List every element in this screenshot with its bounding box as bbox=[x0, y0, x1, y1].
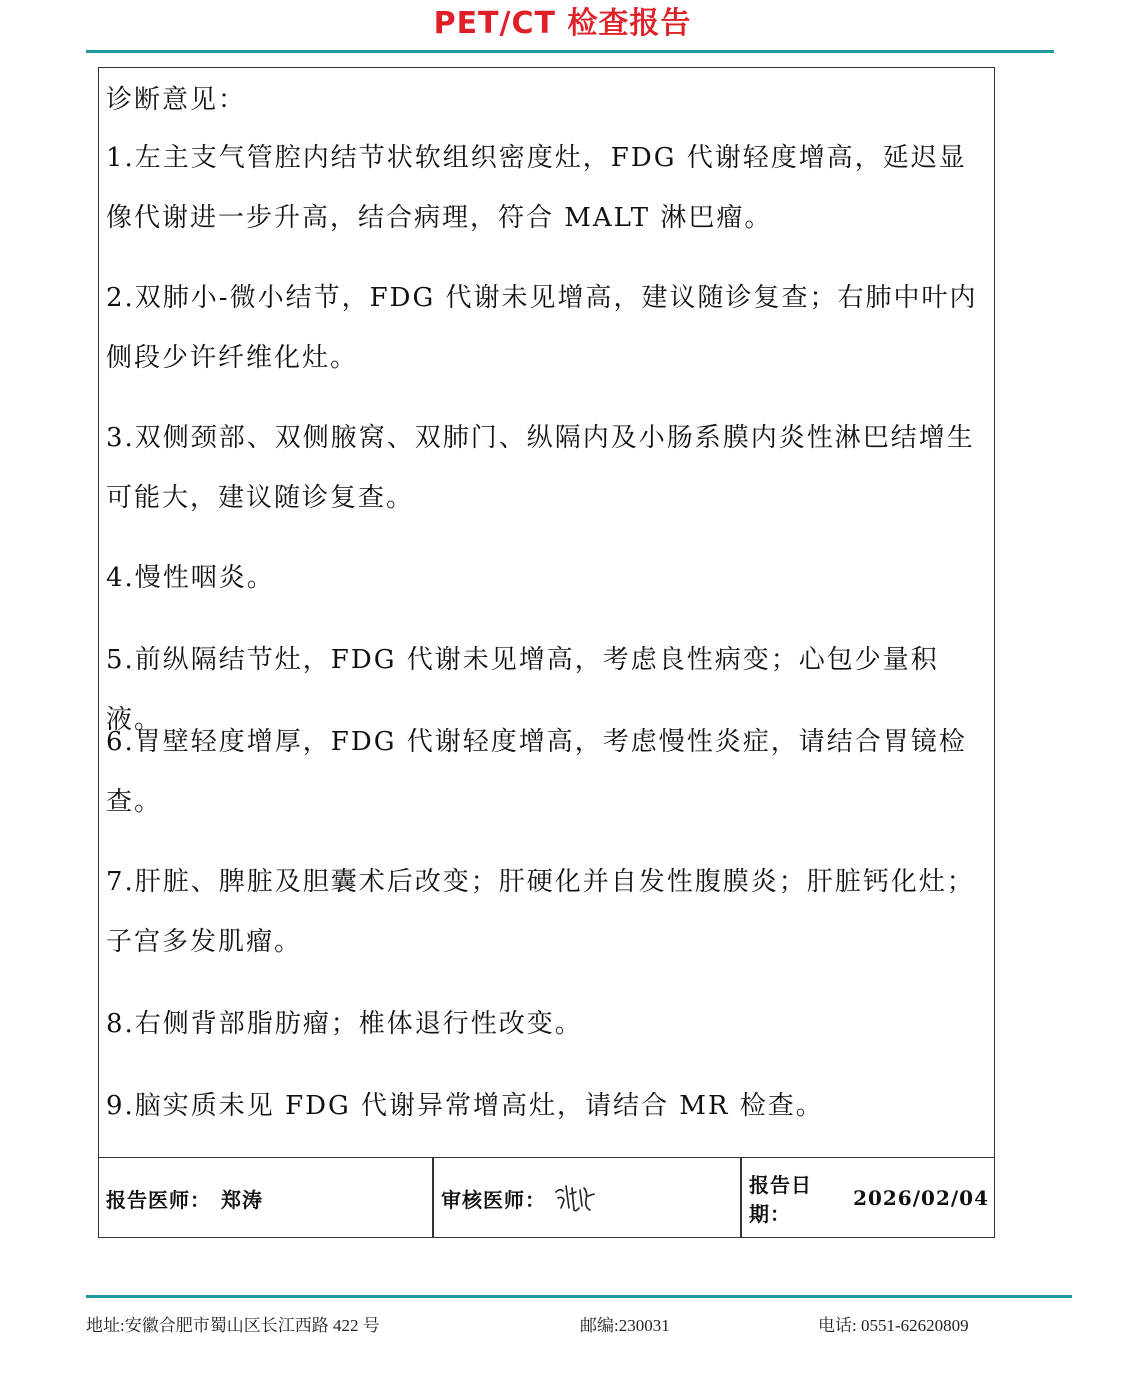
finding-item-9: 9.脑实质未见 FDG 代谢异常增高灶，请结合 MR 检查。 bbox=[106, 1091, 824, 1121]
title-divider bbox=[86, 50, 1054, 53]
finding-item-6: 6.胃壁轻度增厚，FDG 代谢轻度增高，考虑慢性炎症，请结合胃镜检查。 bbox=[106, 727, 967, 817]
finding-item-3: 3.双侧颈部、双侧腋窝、双肺门、纵隔内及小肠系膜内炎性淋巴结增生可能大，建议随诊复查。 bbox=[106, 423, 975, 513]
report-date-label: 报告日期： bbox=[749, 1173, 812, 1226]
diagnosis-heading: 诊断意见： bbox=[106, 85, 247, 115]
footer-phone: 电话: 0551-62620809 bbox=[818, 1316, 969, 1335]
footer-postcode: 邮编:230031 bbox=[580, 1316, 670, 1335]
finding-item-7: 7.肝脏、脾脏及胆囊术后改变；肝硬化并自发性腹膜炎；肝脏钙化灶；子宫多发肌瘤。 bbox=[106, 867, 975, 957]
finding-item-4: 4.慢性咽炎。 bbox=[106, 563, 275, 593]
finding-item-5: 5.前纵隔结节灶，FDG 代谢未见增高，考虑良性病变；心包少量积液。 bbox=[106, 645, 939, 735]
reporting-doctor-name: 郑涛 bbox=[221, 1187, 263, 1212]
report-date-value: 2026/02/04 bbox=[853, 1186, 989, 1210]
report-date-cell bbox=[749, 1158, 989, 1238]
signature-row bbox=[98, 1157, 995, 1238]
finding-item-1: 1.左主支气管腔内结节状软组织密度灶，FDG 代谢轻度增高，延迟显像代谢进一步升高，结合病理，符合 MALT 淋巴瘤。 bbox=[106, 143, 967, 233]
handwritten-signature bbox=[552, 1178, 598, 1218]
report-title: PET/CT 检查报告 bbox=[433, 6, 692, 41]
reviewing-doctor-cell bbox=[441, 1158, 741, 1238]
footer-address: 地址:安徽合肥市蜀山区长江西路 422 号 bbox=[86, 1316, 380, 1335]
reporting-doctor-label: 报告医师： bbox=[106, 1187, 211, 1212]
footer-divider bbox=[86, 1295, 1072, 1298]
finding-item-8: 8.右侧背部脂肪瘤；椎体退行性改变。 bbox=[106, 1009, 583, 1039]
finding-item-2: 2.双肺小-微小结节，FDG 代谢未见增高，建议随诊复查；右肺中叶内侧段少许纤维化灶。 bbox=[106, 283, 978, 373]
reviewing-doctor-label: 审核医师： bbox=[441, 1187, 546, 1212]
reporting-doctor-cell bbox=[106, 1158, 432, 1238]
signature-divider bbox=[432, 1158, 434, 1238]
